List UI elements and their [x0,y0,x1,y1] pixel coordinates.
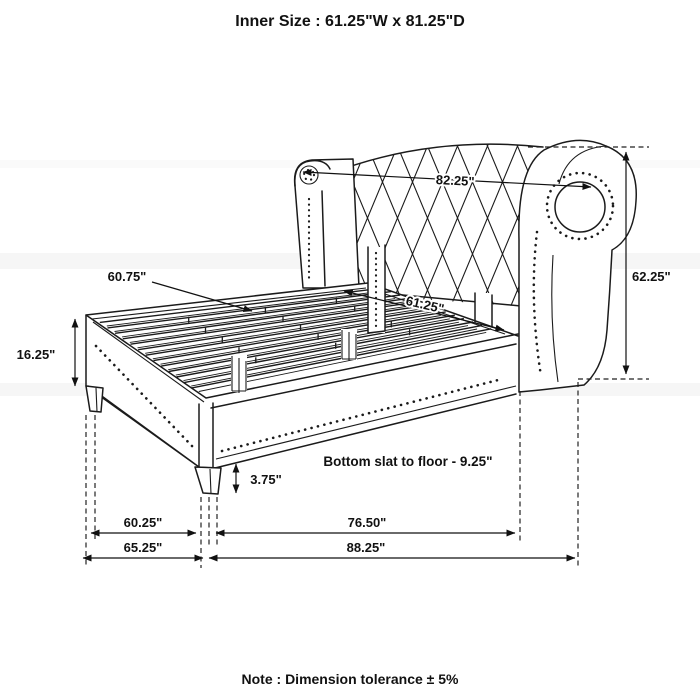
dim-overall-depth-label: 88.25" [346,540,386,555]
dim-inner-width-label: 61.25" [404,292,446,317]
dim-foot-inner-width-label: 60.25" [123,515,163,530]
dim-side-span-label: 76.50" [347,515,387,530]
front-corner-leg [195,467,221,494]
dim-side-rail-height-label: 16.25" [16,347,56,362]
dim-headboard-height-label: 62.25" [632,269,671,284]
foot-left-leg [86,386,103,412]
headboard-left-wing [295,159,359,288]
dim-slat-length-label: 60.75" [107,269,147,284]
bottom-slat-note: Bottom slat to floor - 9.25" [323,454,493,469]
tolerance-note: Note : Dimension tolerance ± 5% [241,671,459,687]
page-title: Inner Size : 61.25"W x 81.25"D [235,13,465,30]
dim-leg-height-label: 3.75" [250,472,282,487]
headboard-left-post [368,245,385,333]
dim-headboard-width-label: 82.25" [435,172,475,190]
dim-foot-outer-width-label: 65.25" [123,540,163,555]
